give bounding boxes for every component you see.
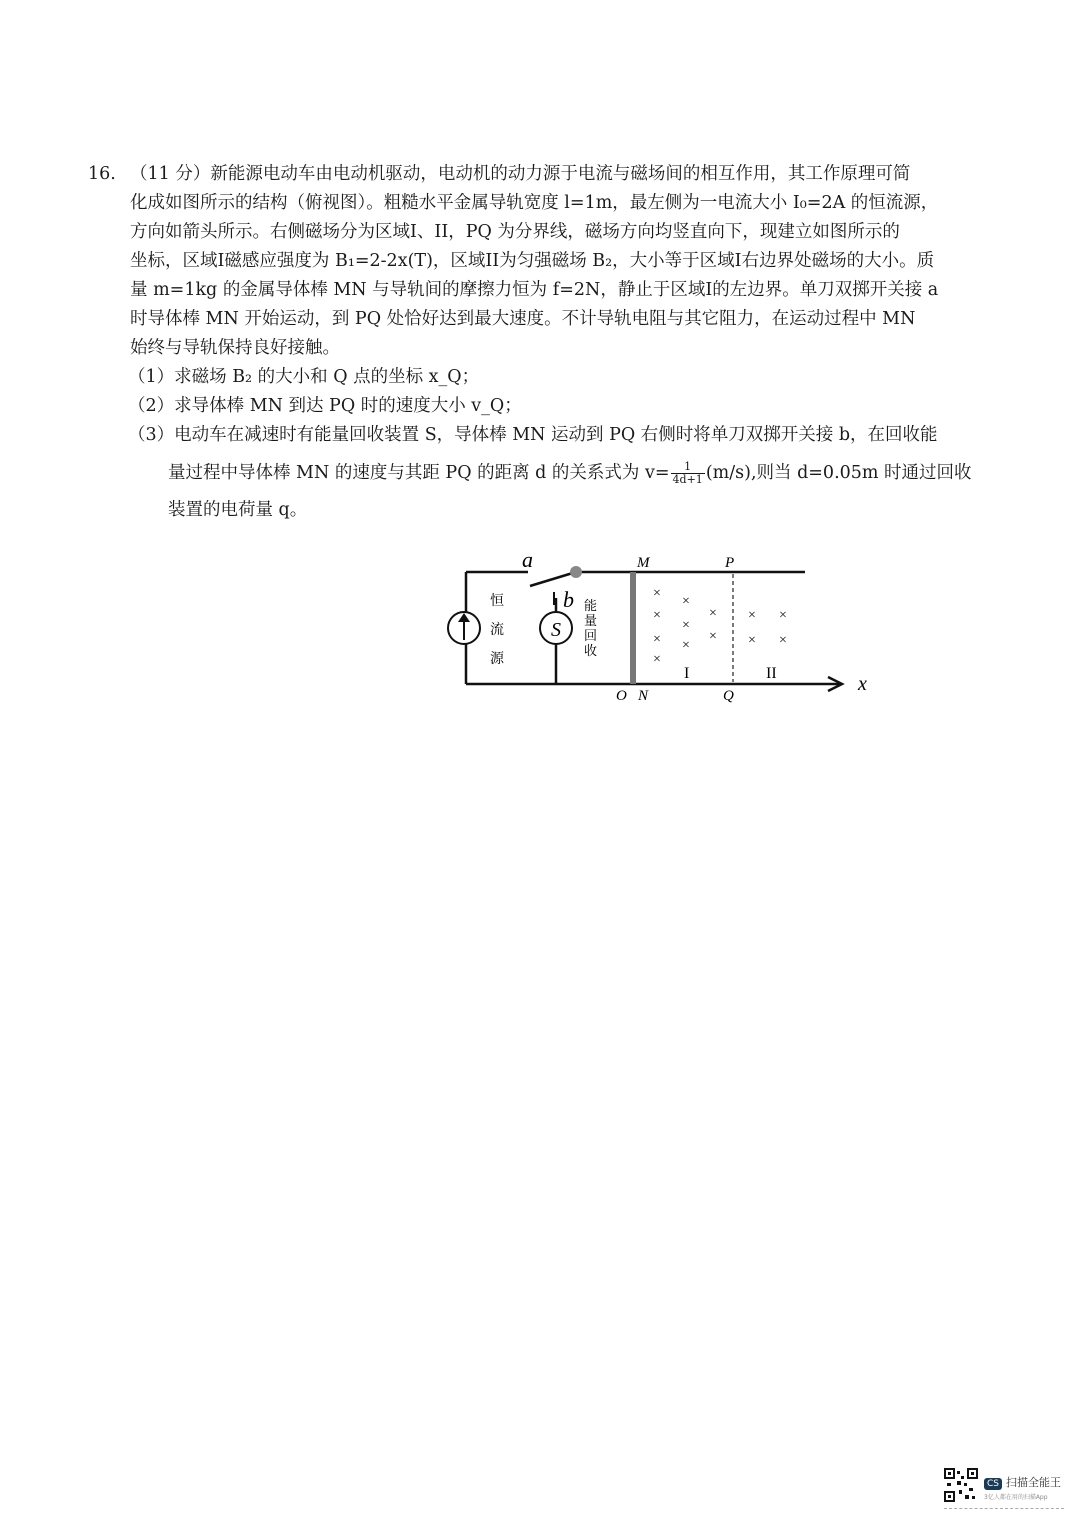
point-N-label: N [638, 688, 649, 704]
switch-contact-b-label: b [563, 587, 574, 612]
point-M-label: M [637, 555, 650, 571]
scanner-tagline: 3亿人都在用的扫描App [984, 1494, 1048, 1501]
field-mark: × [682, 638, 690, 653]
field-mark: × [682, 618, 690, 633]
problem-line-4: 坐标，区域I磁感应强度为 B₁=2-2x(T)，区域II为匀强磁场 B₂，大小等于区域I右边界处磁场的大小。质 [130, 251, 935, 271]
problem-line-7: 始终与导轨保持良好接触。 [130, 338, 340, 358]
problem-number: 16. [88, 164, 116, 184]
switch-pivot [570, 566, 582, 578]
field-mark: × [653, 632, 661, 647]
field-mark: × [709, 629, 717, 644]
current-source-char-3: 源 [490, 651, 504, 667]
problem-line-6: 时导体棒 MN 开始运动，到 PQ 处恰好达到最大速度。不计导轨电阻与其它阻力，在运动过程中 MN [130, 309, 916, 329]
problem-line-5: 量 m=1kg 的金属导体棒 MN 与导轨间的摩擦力恒为 f=2N，静止于区域I的左边界。单刀双掷开关接 a [130, 280, 939, 300]
region-II-label: II [766, 665, 777, 682]
field-mark: × [653, 608, 661, 623]
conductor-rod-MN [630, 572, 636, 684]
qr-code-icon [944, 1468, 978, 1502]
current-source-char-1: 恒 [490, 593, 504, 609]
question-3-line-2: 量过程中导体棒 MN 的速度与其距 PQ 的距离 d 的关系式为 v= $\frac{1}{4d+1}$ (m/s),则当 d=0.05m 时通过回收 [168, 460, 972, 486]
problem-line-2: 化成如图所示的结构（俯视图）。粗糙水平金属导轨宽度 l=1m，最左侧为一电流大小 I₀=2A 的恒流源， [130, 193, 939, 213]
field-mark: × [709, 606, 717, 621]
field-mark: × [779, 608, 787, 623]
scanner-logo-badge: CS [984, 1478, 1002, 1490]
field-mark: × [779, 633, 787, 648]
question-3-line-3: 装置的电荷量 q。 [168, 500, 308, 520]
switch-contact-a-label: a [522, 547, 533, 572]
field-mark: × [748, 633, 756, 648]
velocity-fraction: $\frac{1}{4d+1}$ [672, 460, 703, 486]
origin-O-label: O [616, 688, 627, 704]
scanner-brand-name: 扫描全能王 [1006, 1476, 1061, 1489]
question-1: （1）求磁场 B₂ 的大小和 Q 点的坐标 x_Q； [128, 367, 480, 387]
field-mark: × [682, 594, 690, 609]
point-Q-label: Q [723, 688, 734, 704]
footer-dashed-line [944, 1508, 1064, 1509]
point-P-label: P [725, 555, 735, 571]
recovery-char-4: 收 [584, 644, 598, 659]
question-3-line-1: （3）电动车在减速时有能量回收装置 S，导体棒 MN 运动到 PQ 右侧时将单刀双掷开关接 b，在回收能 [128, 425, 938, 445]
recovery-char-3: 回 [584, 629, 598, 644]
problem-line-3: 方向如箭头所示。右侧磁场分为区域I、II，PQ 为分界线，磁场方向均竖直向下，现建立如图所示的 [130, 222, 900, 242]
x-axis-label: x [858, 673, 867, 695]
region-I-label: I [684, 665, 690, 682]
field-mark: × [653, 652, 661, 667]
question-2: （2）求导体棒 MN 到达 PQ 时的速度大小 v_Q； [128, 396, 522, 416]
field-mark: × [748, 608, 756, 623]
scanner-watermark [984, 1474, 1061, 1501]
current-source-char-2: 流 [490, 622, 504, 638]
recovery-char-2: 量 [584, 614, 598, 629]
field-mark: × [653, 586, 661, 601]
problem-line-1: 16. （11 分）新能源电动车由电动机驱动，电动机的动力源于电流与磁场间的相互作用，其工作原理可简 [88, 160, 993, 189]
recovery-device-label: S [551, 619, 561, 641]
switch-blade [530, 572, 576, 586]
recovery-char-1: 能 [584, 599, 598, 614]
